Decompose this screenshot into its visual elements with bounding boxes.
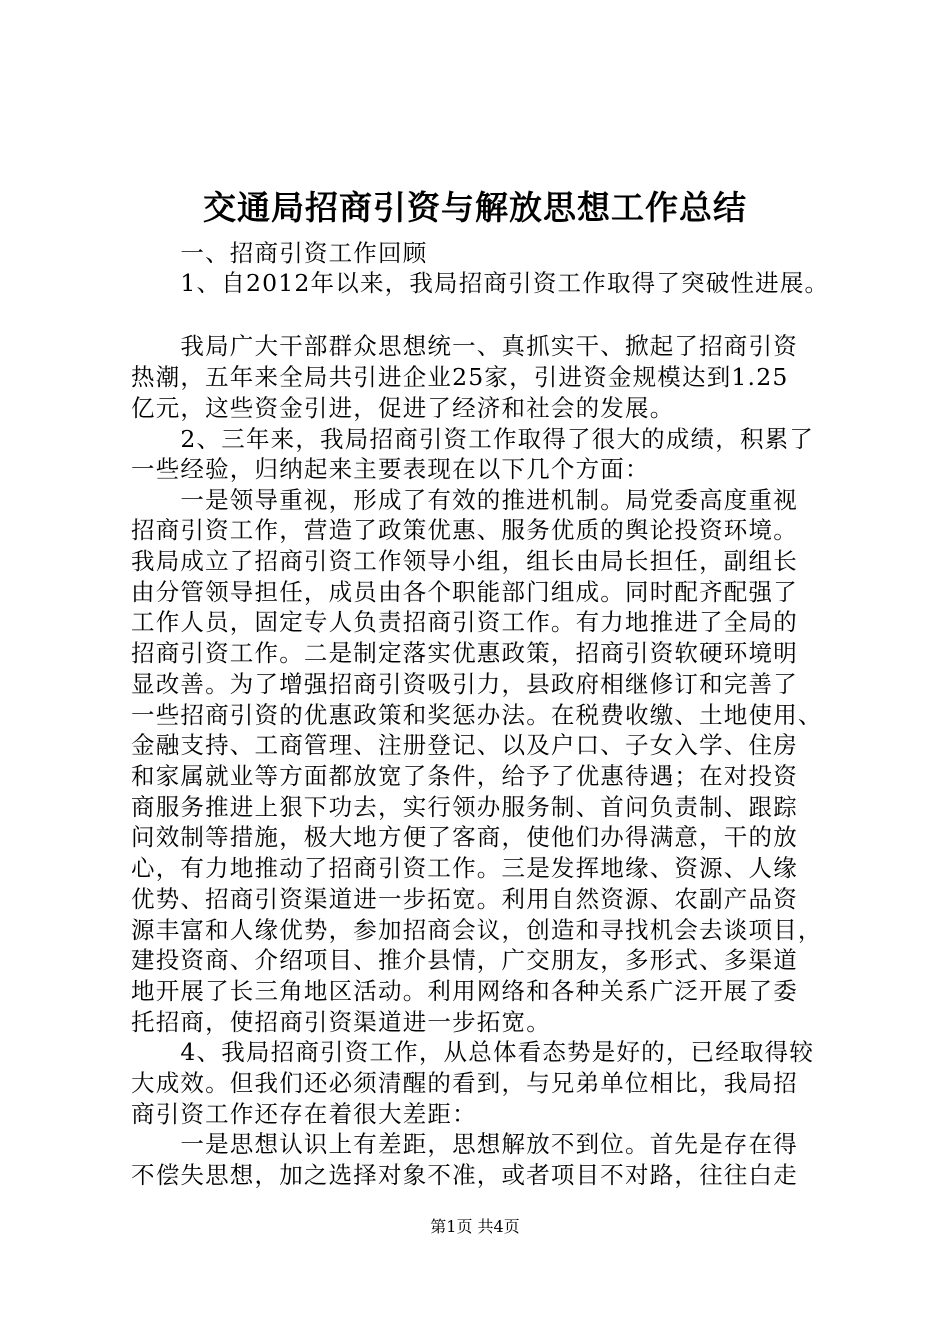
paragraph-line: 我局成立了招商引资工作领导小组，组长由局长担任，副组长 [131,547,798,575]
paragraph-line: 招商引资工作，营造了政策优惠、服务优质的舆论投资环境。 [131,516,798,544]
page-footer: 第1页 共4页 [430,1217,520,1236]
paragraph-line: 工作人员，固定专人负责招商引资工作。有力地推进了全局的 [131,608,798,636]
section-heading: 一、招商引资工作回顾 [131,239,428,267]
paragraph-line: 显改善。为了增强招商引资吸引力，县政府相继修订和完善了 [131,670,798,698]
paragraph-line: 大成效。但我们还必须清醒的看到，与兄弟单位相比，我局招 [131,1069,798,1097]
paragraph-line: 商服务推进上狠下功去，实行领办服务制、首问负责制、跟踪 [131,793,798,821]
paragraph-line: 问效制等措施，极大地方便了客商，使他们办得满意，干的放 [131,823,798,851]
paragraph-line: 亿元，这些资金引进，促进了经济和社会的发展。 [131,394,675,422]
paragraph-line: 心，有力地推动了招商引资工作。三是发挥地缘、资源、人缘 [131,854,798,882]
paragraph-line: 1、自2012年以来，我局招商引资工作取得了突破性进展。 [131,269,830,297]
paragraph-line: 和家属就业等方面都放宽了条件，给予了优惠待遇；在对投资 [131,762,798,790]
paragraph-line: 一是领导重视，形成了有效的推进机制。局党委高度重视 [131,486,798,514]
paragraph-line: 热潮，五年来全局共引进企业25家，引进资金规模达到1.25 [131,363,789,391]
paragraph-line: 一些经验，归纳起来主要表现在以下几个方面： [131,455,650,483]
paragraph-line: 托招商，使招商引资渠道进一步拓宽。 [131,1008,551,1036]
paragraph-line: 优势、招商引资渠道进一步拓宽。利用自然资源、农副产品资 [131,885,798,913]
paragraph-line: 地开展了长三角地区活动。利用网络和各种关系广泛开展了委 [131,977,798,1005]
paragraph-line: 一是思想认识上有差距，思想解放不到位。首先是存在得 [131,1130,798,1158]
paragraph-line: 建投资商、介绍项目、推介县情，广交朋友，多形式、多渠道 [131,946,798,974]
paragraph-line: 商引资工作还存在着很大差距： [131,1100,477,1128]
document-title: 交通局招商引资与解放思想工作总结 [203,188,747,227]
paragraph-line: 金融支持、工商管理、注册登记、以及户口、子女入学、住房 [131,731,798,759]
paragraph-line: 我局广大干部群众思想统一、真抓实干、掀起了招商引资 [131,332,798,360]
paragraph-line: 招商引资工作。二是制定落实优惠政策，招商引资软硬环境明 [131,639,798,667]
paragraph-line: 由分管领导担任，成员由各个职能部门组成。同时配齐配强了 [131,578,798,606]
paragraph-line: 2、三年来，我局招商引资工作取得了很大的成绩，积累了 [131,425,815,453]
paragraph-line: 一些招商引资的优惠政策和奖惩办法。在税费收缴、土地使用、 [131,701,823,729]
paragraph-line: 源丰富和人缘优势，参加招商会议，创造和寻找机会去谈项目， [131,916,823,944]
paragraph-line: 4、我局招商引资工作，从总体看态势是好的，已经取得较 [131,1038,815,1066]
paragraph-line: 不偿失思想，加之选择对象不准，或者项目不对路，往往白走 [131,1161,798,1189]
